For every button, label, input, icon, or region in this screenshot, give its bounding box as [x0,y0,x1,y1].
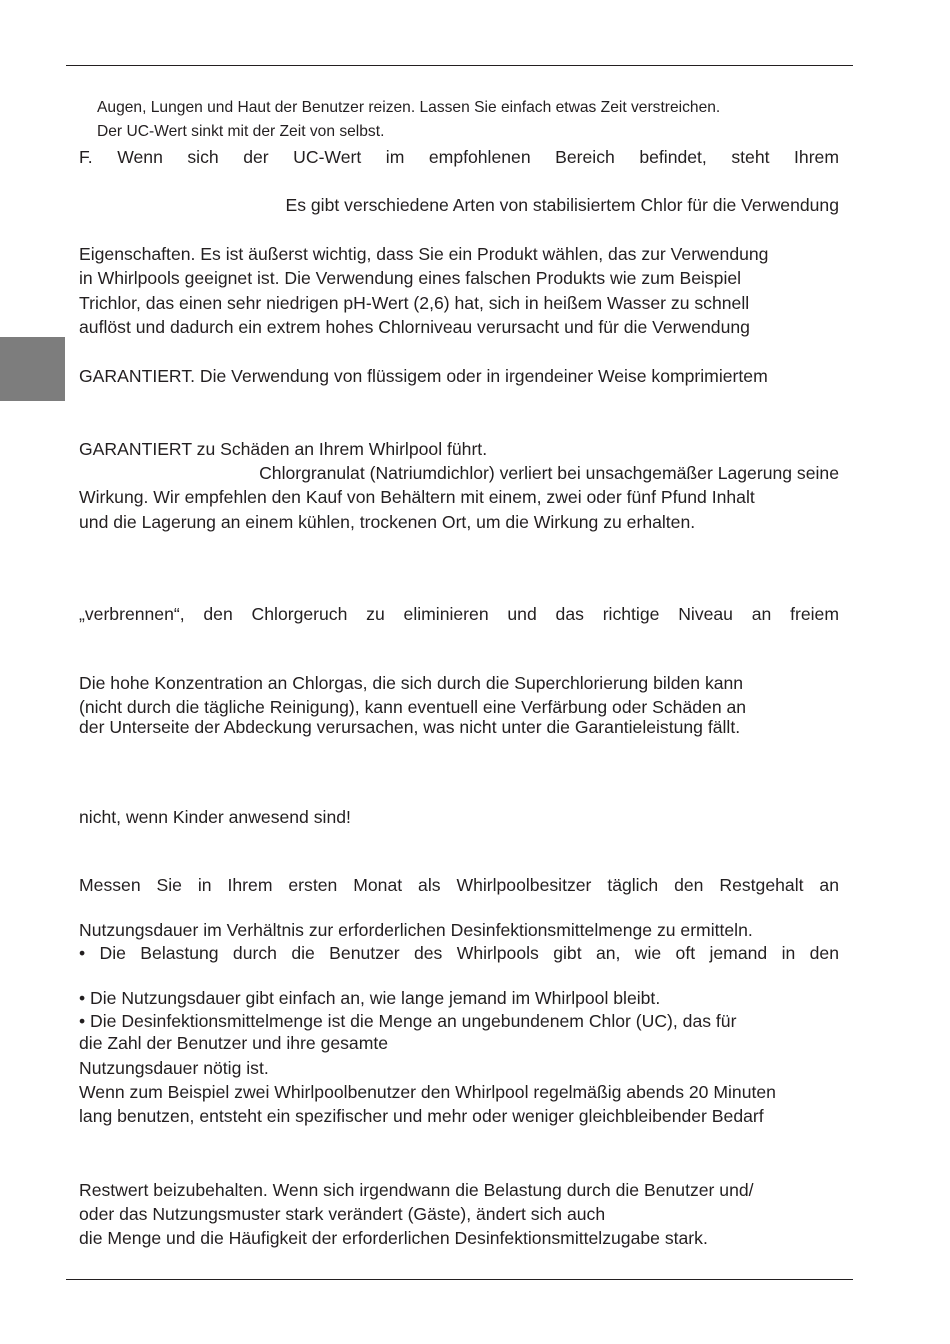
text-line: • Die Belastung durch die Benutzer des Whirlpools gibt an, wie oft jemand in den [79,943,839,963]
text-line: und die Lagerung an einem kühlen, trockenen Ort, um die Wirkung zu erhalten. [79,512,696,532]
text-line: Nutzungsdauer nötig ist. [79,1058,269,1078]
text-line: Es gibt verschiedene Arten von stabilisiertem Chlor für die Verwendung [285,195,839,215]
text-line: nicht, wenn Kinder anwesend sind! [79,807,351,827]
text-line: Messen Sie in Ihrem ersten Monat als Whirlpoolbesitzer täglich den Restgehalt an [79,875,839,895]
text-line: oder das Nutzungsmuster stark verändert (Gäste), ändert sich auch [79,1204,606,1224]
text-line: die Zahl der Benutzer und ihre gesamte [79,1033,389,1053]
text-line: • Die Desinfektionsmittelmenge ist die Menge an ungebundenem Chlor (UC), das für [79,1011,737,1031]
text-line: GARANTIERT zu Schäden an Ihrem Whirlpool führt. [79,439,488,459]
text-line: lang benutzen, entsteht ein spezifischer und mehr oder weniger gleichbleibender Bedarf [79,1106,764,1126]
text-line: Trichlor, das einen sehr niedrigen pH-Wert (2,6) hat, sich in heißem Wasser zu schnell [79,293,750,313]
text-line: Restwert beizubehalten. Wenn sich irgendwann die Belastung durch die Benutzer und/ [79,1180,754,1200]
text-line: F. Wenn sich der UC-Wert im empfohlenen Bereich befindet, steht Ihrem [79,147,839,167]
text-line: (nicht durch die tägliche Reinigung), kann eventuell eine Verfärbung oder Schäden an [79,697,747,717]
footer-rule [66,1279,853,1280]
text-line: auflöst und dadurch ein extrem hohes Chlorniveau verursacht und für die Verwendung [79,317,750,337]
header-rule [66,65,853,66]
text-line: der Unterseite der Abdeckung verursachen, was nicht unter die Garantieleistung fällt. [79,717,741,737]
text-line: in Whirlpools geeignet ist. Die Verwendung eines falschen Produkts wie zum Beispiel [79,268,742,288]
text-line: Wenn zum Beispiel zwei Whirlpoolbenutzer den Whirlpool regelmäßig abends 20 Minuten [79,1082,776,1102]
text-line: Der UC-Wert sinkt mit der Zeit von selbst. [97,123,385,140]
text-line: die Menge und die Häufigkeit der erforderlichen Desinfektionsmittelzugabe stark. [79,1228,708,1248]
text-line: Wirkung. Wir empfehlen den Kauf von Behältern mit einem, zwei oder fünf Pfund Inhalt [79,487,755,507]
section-tab-marker [0,337,65,401]
text-line: Chlorgranulat (Natriumdichlor) verliert bei unsachgemäßer Lagerung seine [259,463,839,483]
text-line: • Die Nutzungsdauer gibt einfach an, wie lange jemand im Whirlpool bleibt. [79,988,661,1008]
text-line: Eigenschaften. Es ist äußerst wichtig, dass Sie ein Produkt wählen, das zur Verwendung [79,244,769,264]
text-line: Die hohe Konzentration an Chlorgas, die sich durch die Superchlorierung bilden kann [79,673,744,693]
text-line: „verbrennen“, den Chlorgeruch zu eliminieren und das richtige Niveau an freiem [79,604,839,624]
text-line: Augen, Lungen und Haut der Benutzer reizen. Lassen Sie einfach etwas Zeit verstreichen. [97,99,721,116]
text-line: Nutzungsdauer im Verhältnis zur erforderlichen Desinfektionsmittelmenge zu ermitteln. [79,920,753,940]
text-line: GARANTIERT. Die Verwendung von flüssigem oder in irgendeiner Weise komprimiertem [79,366,768,386]
